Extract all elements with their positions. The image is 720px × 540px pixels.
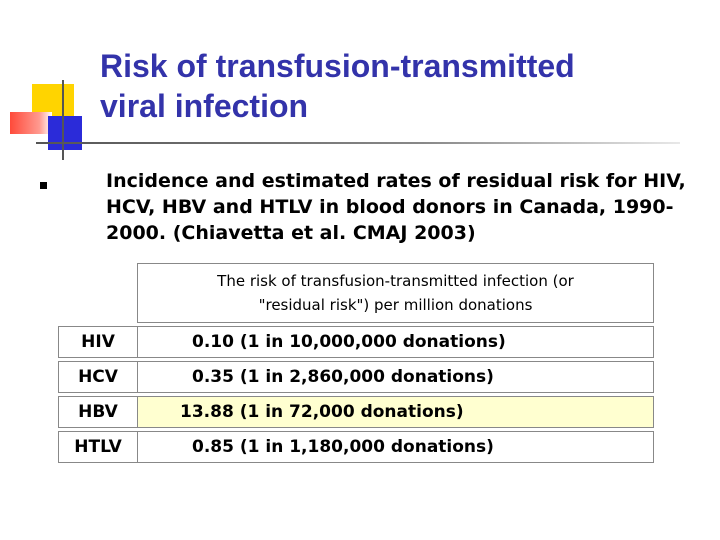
decorative-vertical-line bbox=[62, 80, 64, 160]
title-line-1: Risk of transfusion-transmitted bbox=[100, 48, 575, 84]
row-label-hcv: HCV bbox=[58, 361, 138, 393]
row-label-hbv: HBV bbox=[58, 396, 138, 428]
row-value-hiv: 0.10 (1 in 10,000,000 donations) bbox=[137, 326, 654, 358]
decorative-blue-square bbox=[48, 116, 82, 150]
title-line-2: viral infection bbox=[100, 88, 309, 124]
row-value-htlv: 0.85 (1 in 1,180,000 donations) bbox=[137, 431, 654, 463]
decorative-red-bar bbox=[10, 112, 52, 134]
title-underline bbox=[36, 142, 680, 144]
table-header bbox=[137, 263, 654, 323]
bullet-square-icon bbox=[40, 182, 47, 189]
bullet-text: Incidence and estimated rates of residual risk for HIV, HCV, HBV and HTLV in blood donors in Canada, 1990-2000. (Chiavetta et al. CMAJ 2003) bbox=[106, 170, 686, 244]
row-value-hbv: 13.88 (1 in 72,000 donations) bbox=[137, 396, 654, 428]
row-value-hcv: 0.35 (1 in 2,860,000 donations) bbox=[137, 361, 654, 393]
slide-title bbox=[100, 46, 700, 126]
table-header-line-1: The risk of transfusion-transmitted infection (or bbox=[217, 272, 574, 290]
row-label-hiv: HIV bbox=[58, 326, 138, 358]
row-label-htlv: HTLV bbox=[58, 431, 138, 463]
table-header-line-2: "residual risk") per million donations bbox=[258, 296, 533, 314]
